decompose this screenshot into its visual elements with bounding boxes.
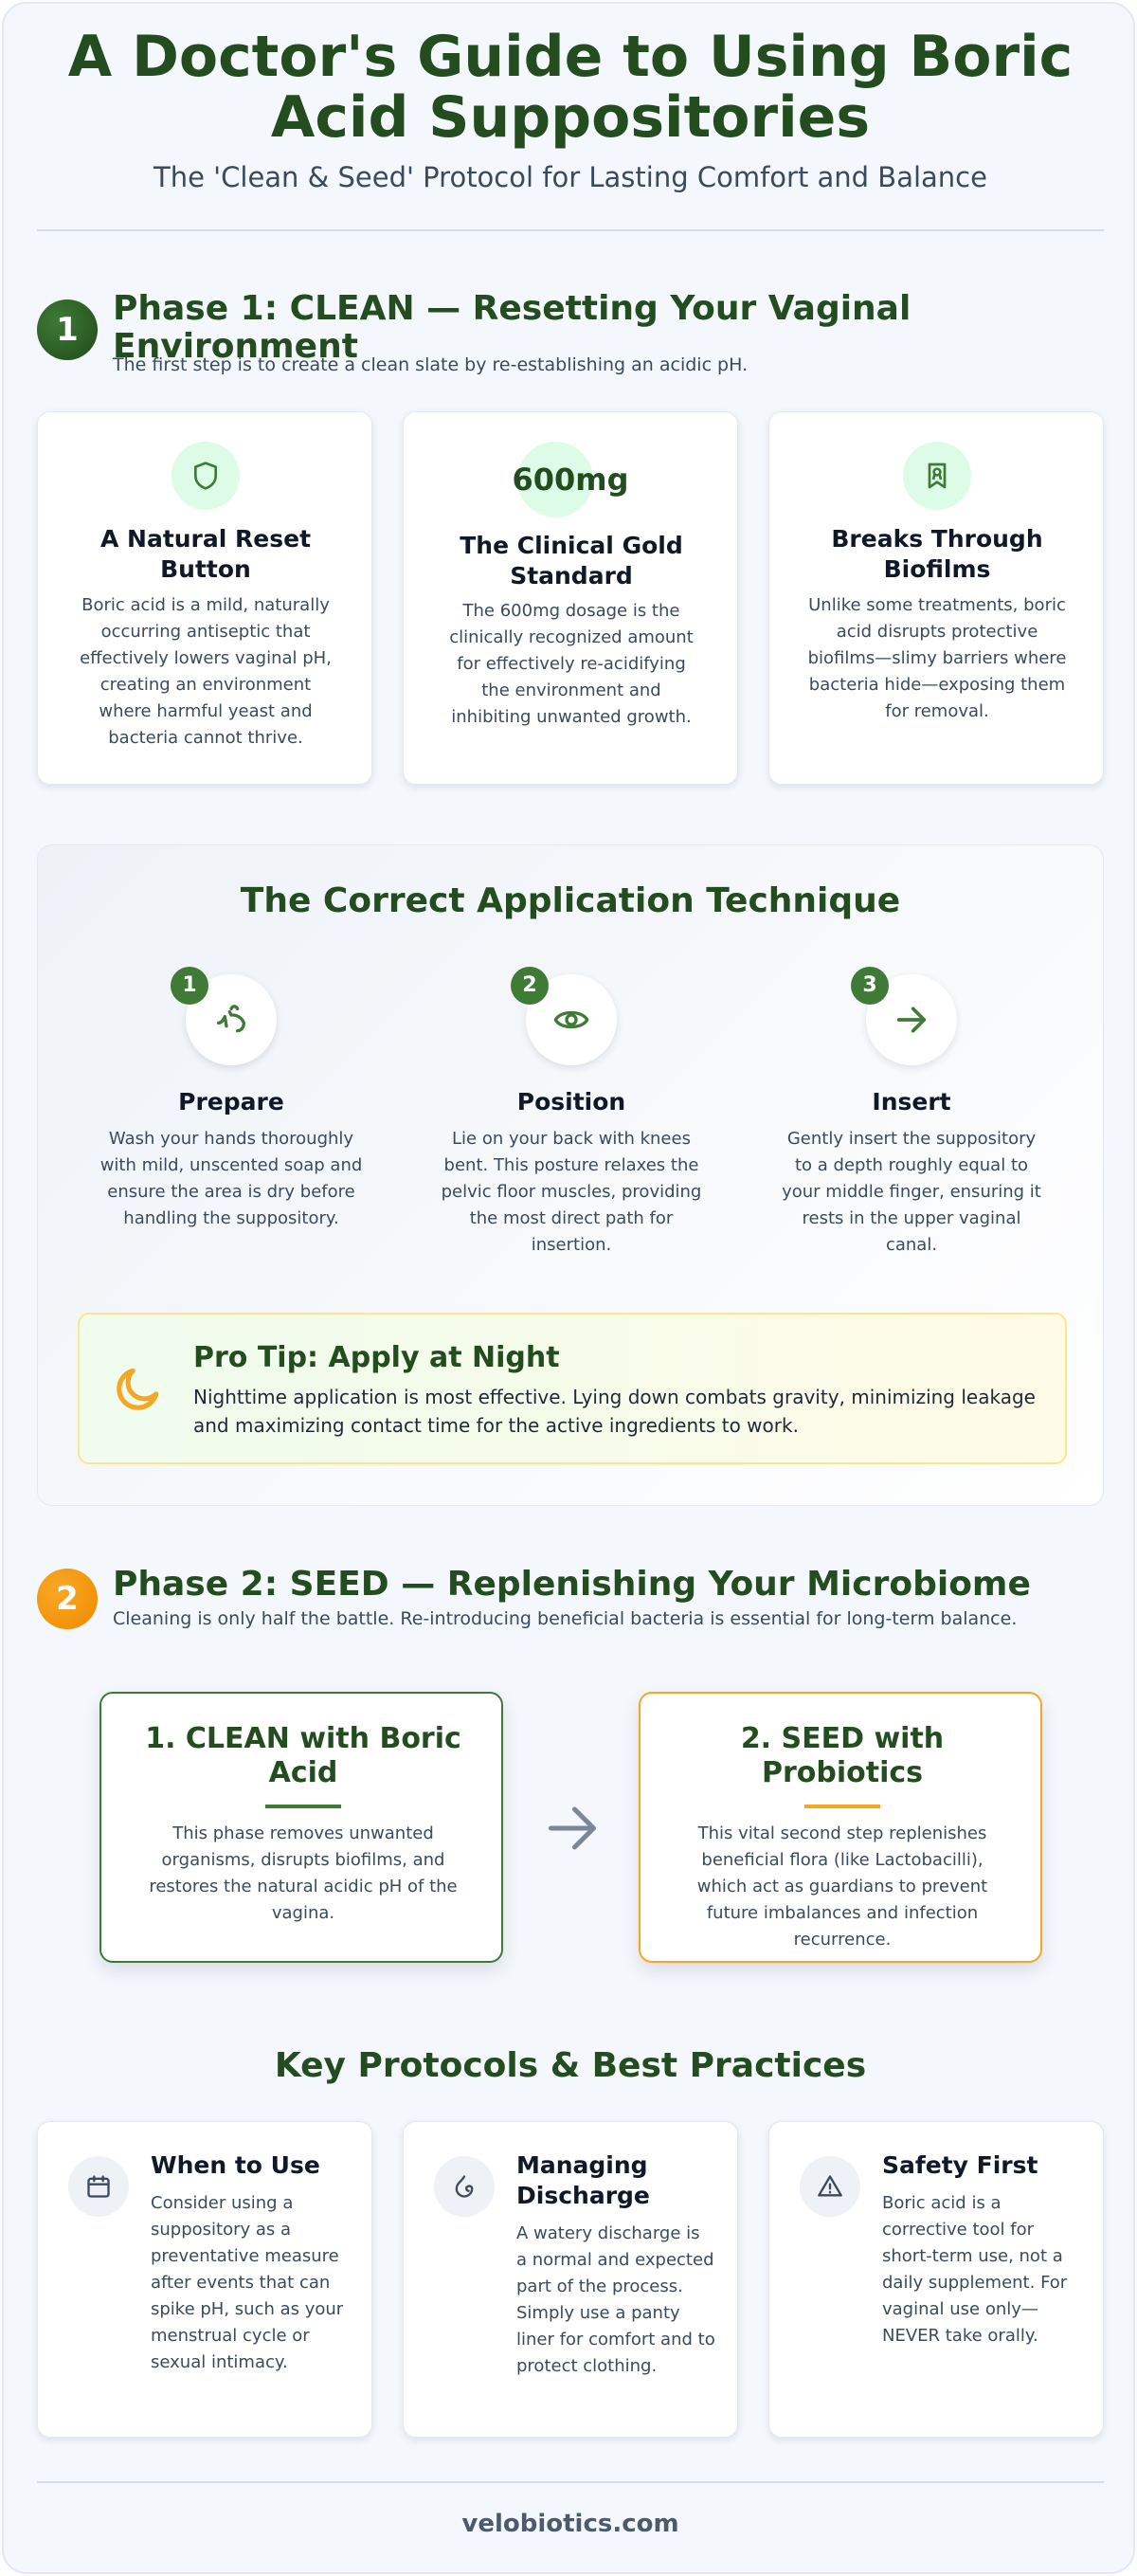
- step-body: Wash your hands thoroughly with mild, unscented soap and ensure the area is dry before handling the suppository.: [99, 1129, 363, 1228]
- arrow-right-icon: [544, 1800, 601, 1857]
- practice-body: A watery discharge is a normal and expected part of the process. Simply use a panty liner for comfort and to protect clothing.: [516, 2223, 715, 2376]
- card-natural-reset: [37, 411, 372, 785]
- seed-box-underline: [804, 1805, 880, 1808]
- practice-card-when-to-use: [37, 2121, 372, 2438]
- phase1-description: The first step is to create a clean slate by re-establishing an acidic pH.: [113, 354, 749, 375]
- card-title: A Natural Reset Button: [99, 525, 312, 583]
- shield-icon: [171, 442, 240, 510]
- page-subtitle: The 'Clean & Seed' Protocol for Lasting Comfort and Balance: [153, 161, 987, 193]
- warning-icon: [800, 2156, 860, 2217]
- phase2-title: Phase 2: SEED — Replenishing Your Microbiome: [113, 1565, 1031, 1604]
- pro-tip-title: Pro Tip: Apply at Night: [193, 1341, 560, 1374]
- phase1-title: Phase 1: CLEAN — Resetting Your Vaginal Environment: [113, 289, 911, 366]
- calendar-icon: [68, 2156, 129, 2217]
- bookmark-badge-icon: [903, 442, 971, 510]
- phase2-description: Cleaning is only half the battle. Re-introducing beneficial bacteria is essential for long-term balance.: [113, 1608, 1018, 1629]
- footer-site: velobiotics.com: [461, 2510, 679, 2538]
- practice-title: When to Use: [151, 2151, 320, 2179]
- phase1-number-badge: 1: [37, 299, 98, 360]
- infographic-page: [2, 2, 1135, 2574]
- practice-title: Managing Discharge: [516, 2151, 650, 2209]
- practice-card-discharge: [403, 2121, 738, 2438]
- droplet-icon: [434, 2156, 495, 2217]
- practices-title: Key Protocols & Best Practices: [274, 2046, 867, 2085]
- dose-badge: 600mg: [512, 462, 629, 498]
- clean-box: [99, 1692, 503, 1963]
- clean-box-title: 1. CLEAN with Boric Acid: [145, 1722, 461, 1789]
- pro-tip-box: [78, 1313, 1067, 1464]
- technique-title: The Correct Application Technique: [240, 881, 901, 920]
- seed-box-body: This vital second step replenishes beneficial flora (like Lactobacilli), which act as guardians to prevent future imbalances and infection recurrence.: [696, 1823, 988, 1950]
- application-technique-panel: [37, 844, 1104, 1506]
- practice-title: Safety First: [882, 2151, 1038, 2179]
- seed-box-title: 2. SEED with Probiotics: [740, 1722, 945, 1789]
- card-gold-standard: [403, 411, 738, 785]
- moon-icon: [112, 1362, 165, 1415]
- card-body: Unlike some treatments, boric acid disrupts protective biofilms—slimy barriers where bacteria hide—exposing them for removal.: [807, 595, 1067, 721]
- step-title: Position: [516, 1088, 626, 1116]
- step-title: Insert: [872, 1088, 951, 1116]
- card-title: The Clinical Gold Standard: [460, 532, 683, 590]
- step-body: Gently insert the suppository to a depth roughly equal to your middle finger, ensuring it rests in the upper vaginal canal.: [782, 1129, 1041, 1255]
- step-number-badge: 2: [511, 967, 549, 1005]
- step-body: Lie on your back with knees bent. This posture relaxes the pelvic floor muscles, providing the most direct path for insertion.: [441, 1129, 702, 1255]
- practice-body: Boric acid is a corrective tool for short-term use, not a daily supplement. For vaginal use only—NEVER take orally.: [882, 2193, 1068, 2346]
- card-biofilms: [768, 411, 1104, 785]
- step-title: Prepare: [178, 1088, 284, 1116]
- phase2-number-badge: 2: [37, 1569, 98, 1629]
- practice-card-safety: [768, 2121, 1104, 2438]
- step-number-badge: 3: [851, 967, 889, 1005]
- seed-box: [639, 1692, 1042, 1963]
- card-body: The 600mg dosage is the clinically recognized amount for effectively re-acidifying the environment and inhibiting unwanted growth.: [449, 601, 694, 727]
- card-title: Breaks Through Biofilms: [831, 525, 1043, 583]
- card-body: Boric acid is a mild, naturally occurring antiseptic that effectively lowers vaginal pH, creating an environment where harmful yeast and bacteria cannot thrive.: [80, 595, 332, 748]
- practice-body: Consider using a suppository as a preventative measure after events that can spike pH, such as your menstrual cycle or sexual intimacy.: [151, 2193, 344, 2372]
- step-number-badge: 1: [171, 967, 208, 1005]
- pro-tip-body: Nighttime application is most effective. Lying down combats gravity, minimizing leakage and maximizing contact time for the active ingredients to work.: [193, 1386, 1036, 1437]
- header: [4, 24, 1135, 193]
- page-title: A Doctor's Guide to Using Boric Acid Suppositories: [67, 24, 1074, 151]
- clean-box-body: This phase removes unwanted organisms, disrupts biofilms, and restores the natural acidic pH of the vagina.: [149, 1823, 458, 1923]
- header-divider: [37, 229, 1104, 231]
- clean-box-underline: [265, 1805, 341, 1808]
- footer-divider: [37, 2481, 1104, 2483]
